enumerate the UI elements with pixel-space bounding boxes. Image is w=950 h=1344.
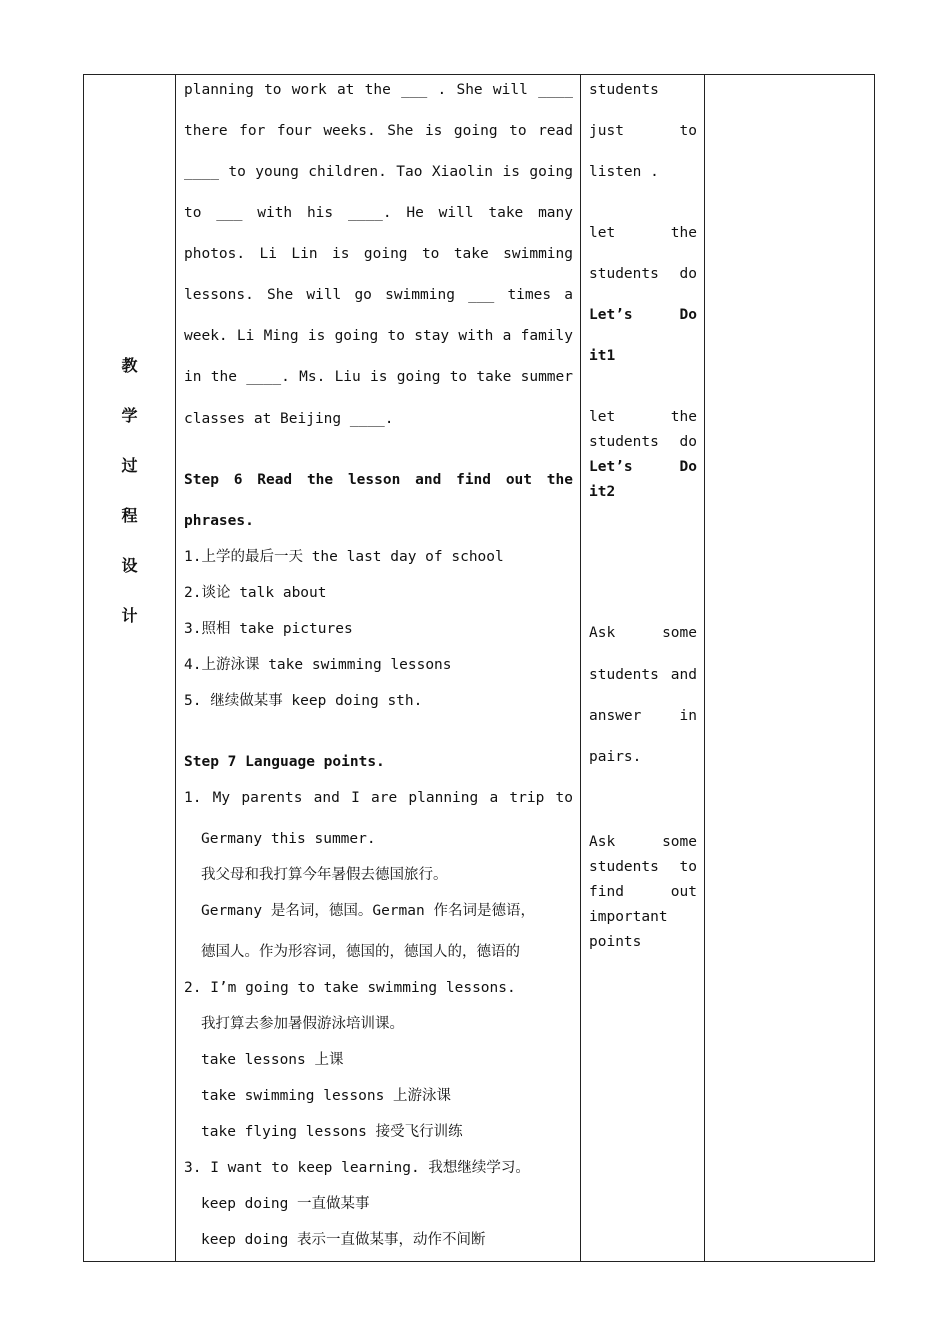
language-point: take lessons 上课	[201, 1052, 344, 1068]
section-label-char: 计	[121, 606, 138, 625]
activity-line: listen .	[589, 164, 659, 180]
activity-line: it2	[589, 484, 616, 500]
activity-line: students	[589, 82, 659, 98]
column-divider	[704, 75, 705, 1261]
passage-line: lessons. She will go swimming ___ times a	[184, 287, 573, 303]
activity-line: Ask some	[589, 625, 697, 641]
activity-line: students do	[589, 266, 697, 282]
passage-line: classes at Beijing ____.	[184, 411, 394, 427]
step7-heading: Step 7 Language points.	[184, 754, 385, 770]
section-label-char: 过	[121, 456, 138, 475]
phrase-item: 4.上游泳课 take swimming lessons	[184, 657, 452, 673]
passage-line: in the ____. Ms. Liu is going to take summer	[184, 369, 573, 385]
activity-line: answer in	[589, 708, 697, 724]
passage-line: to ___ with his ____. He will take many	[184, 205, 573, 221]
language-point: take swimming lessons 上游泳课	[201, 1088, 452, 1104]
phrase-item: 2.谈论 talk about	[184, 585, 327, 601]
passage-line: photos. Li Lin is going to take swimming	[184, 246, 573, 262]
activity-line: let the	[589, 409, 697, 425]
activity-line: Ask some	[589, 834, 697, 850]
section-label-char: 学	[121, 406, 138, 425]
step6-heading: Step 6 Read the lesson and find out the	[184, 472, 573, 488]
language-point: 3. I want to keep learning. 我想继续学习。	[184, 1160, 530, 1176]
language-point: Germany this summer.	[201, 831, 376, 847]
column-divider	[175, 75, 176, 1261]
activity-line: just to	[589, 123, 697, 139]
column-divider	[580, 75, 581, 1261]
phrase-item: 3.照相 take pictures	[184, 621, 353, 637]
language-point: keep doing 一直做某事	[201, 1196, 370, 1212]
section-label	[84, 75, 175, 1261]
activity-line: students and	[589, 667, 697, 683]
language-point: Germany 是名词，德国。German 作名词是德语，	[201, 903, 535, 919]
section-label-char: 设	[121, 556, 138, 575]
language-point: 我父母和我打算今年暑假去德国旅行。	[201, 867, 448, 883]
teaching-content	[184, 75, 573, 1261]
passage-line: ____ to young children. Tao Xiaolin is going	[184, 164, 573, 180]
activity-line: pairs.	[589, 749, 642, 765]
language-point: 我打算去参加暑假游泳培训课。	[201, 1016, 404, 1032]
activity-line: Let’s Do	[589, 307, 697, 323]
step6-heading: phrases.	[184, 513, 254, 529]
passage-line: week. Li Ming is going to stay with a family	[184, 328, 573, 344]
language-point: 1. My parents and I are planning a trip to	[184, 790, 573, 806]
passage-line: there for four weeks. She is going to read	[184, 123, 573, 139]
passage-line: planning to work at the ___ . She will ____	[184, 82, 573, 98]
language-point: take flying lessons 接受飞行训练	[201, 1124, 463, 1140]
teaching-activities	[589, 75, 697, 1261]
activity-line: students to	[589, 859, 697, 875]
phrase-item: 5. 继续做某事 keep doing sth.	[184, 693, 423, 709]
activity-line: Let’s Do	[589, 459, 697, 475]
language-point: 德国人。作为形容词，德国的，德国人的，德语的	[201, 944, 520, 960]
language-point: keep doing 表示一直做某事，动作不间断	[201, 1232, 486, 1248]
activity-line: important	[589, 909, 668, 925]
activity-line: let the	[589, 225, 697, 241]
activity-line: students do	[589, 434, 697, 450]
section-label-char: 程	[121, 506, 138, 525]
language-point: 2. I’m going to take swimming lessons.	[184, 980, 516, 996]
phrase-item: 1.上学的最后一天 the last day of school	[184, 549, 504, 565]
lesson-plan-table	[83, 74, 875, 1262]
section-label-char: 教	[121, 356, 138, 375]
activity-line: it1	[589, 348, 616, 364]
activity-line: points	[589, 934, 642, 950]
activity-line: find out	[589, 884, 697, 900]
